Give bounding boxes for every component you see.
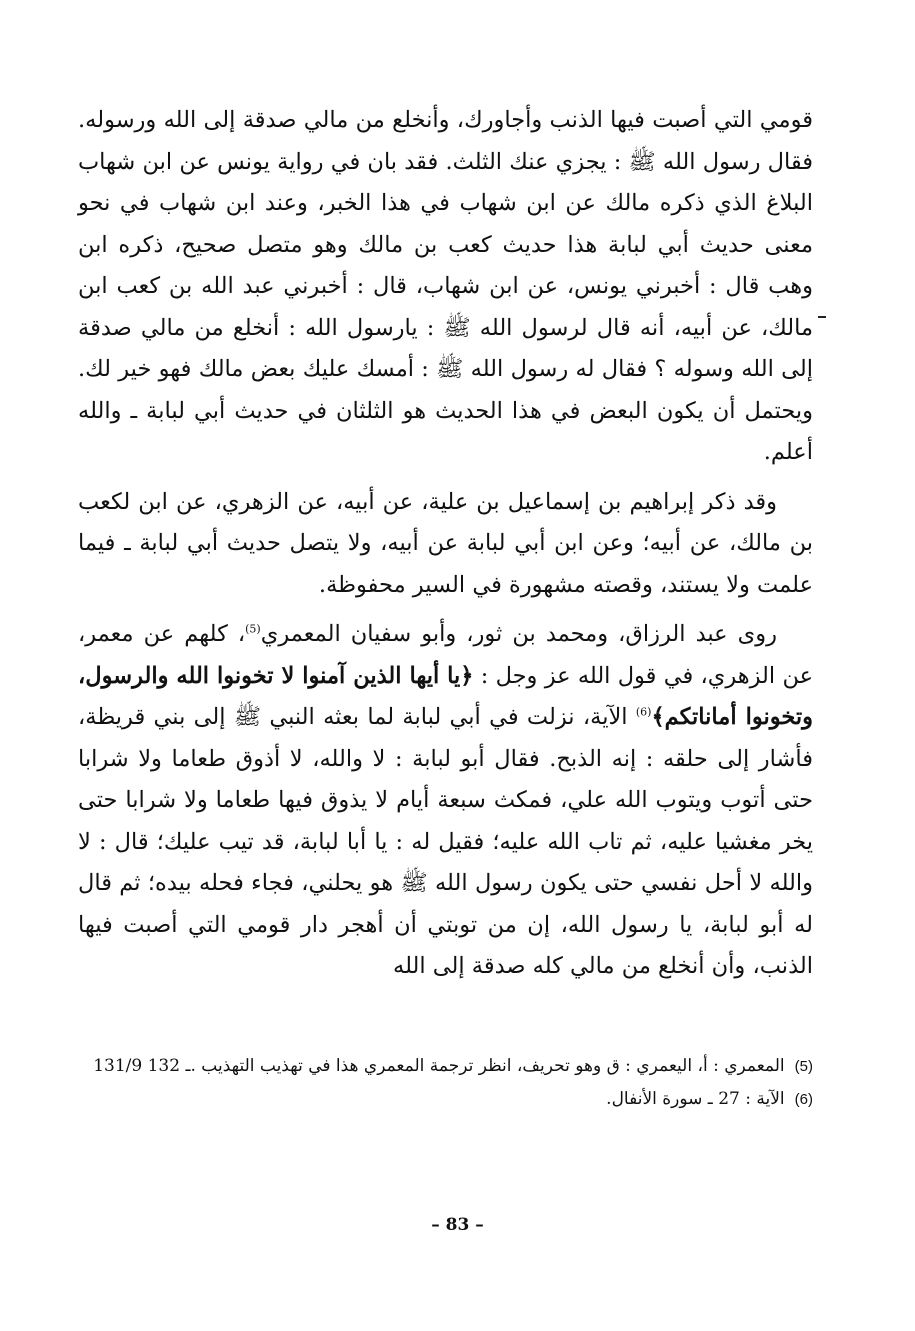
footnote-ref-5: (5) [245, 622, 261, 636]
footnote-5-text: المعمري : أ، اليعمري : ق وهو تحريف، انظر ترجمة المعمري هذا في تهذيب التهذيب [201, 1056, 785, 1076]
footnote-5-ref: 131/9 ـ 132. [93, 1056, 196, 1076]
main-text [78, 100, 813, 988]
footnote-5 [78, 1052, 813, 1081]
paragraph-3-opening: روى عبد الرزاق، ومحمد بن ثور، وأبو سفيان المعمري [260, 621, 777, 647]
paragraph-1: قومي التي أصبت فيها الذنب وأجاورك، وأنخلع من مالي صدقة إلى الله ورسوله. فقال رسول الله ﷺ : يجزي عنك الثلث. فقد بان في رواية يونس عن ابن شهاب البلاغ الذي ذكره مالك عن ابن شهاب في هذا الخبر، وعند ابن شهاب في نحو معنى حديث أبي لبابة هذا حديث كعب بن مالك وهو متصل صحيح، ذكره ابن وهب قال : أخبرني يونس، عن ابن شهاب، قال : أخبرني عبد الله بن كعب ابن مالك، عن أبيه، أنه قال لرسول الله ﷺ : يارسول الله : أنخلع من مالي صدقة إلى الله وسوله ؟ فقال له رسول الله ﷺ : أمسك عليك بعض مالك فهو خير لك. ويحتمل أن يكون البعض في هذا الحديث هو الثلثان في حديث أبي لبابة ـ والله أعلم. [78, 107, 813, 465]
paragraph-2: وقد ذكر إبراهيم بن إسماعيل بن علية، عن أبيه، عن الزهري، عن ابن لكعب بن مالك، عن أبيه؛ وعن ابن أبي لبابة عن أبيه، ولا يتصل حديث أبي لبابة ـ فيما علمت ولا يستند، وقصته مشهورة في السير محفوظة. [78, 488, 813, 598]
page-number: – 83 – [431, 1215, 484, 1235]
footnote-6-number: (6) [794, 1091, 813, 1108]
footnote-6-text: الآية : 27 ـ سورة الأنفال. [606, 1089, 785, 1109]
quran-verse: ﴿يا أيها الذين آمنوا لا تخونوا الله والرسول، وتخونوا أماناتكم﴾ [78, 662, 813, 730]
margin-mark [818, 316, 826, 318]
footnote-ref-6: (6) [635, 705, 652, 719]
footnote-6 [78, 1085, 813, 1114]
footnote-5-number: (5) [794, 1058, 813, 1075]
paragraph-3 [78, 614, 813, 988]
paragraph-3-body: الآية، نزلت في أبي لبابة لما بعثه النبي ﷺ إلى بني قريظة، فأشار إلى حلقه : إنه الذبح. فقال أبو لبابة : لا والله، لا أذوق طعاما ولا شرابا حتى أتوب ويتوب الله علي، فمكث سبعة أيام لا يذوق فيها طعاما ولا شرابا حتى يخر مغشيا عليه، ثم تاب الله عليه؛ فقيل له : يا أبا لبابة، قد تيب عليك؛ قال : لا والله لا أحل نفسي حتى يكون رسول الله ﷺ هو يحلني، فجاء فحله بيده؛ ثم قال له أبو لبابة، يا رسول الله، إن من توبتي أن أهجر دار قومي التي أصبت فيها الذنب، وأن أنخلع من مالي كله صدقة إلى الله [78, 704, 813, 979]
footnotes [78, 1052, 813, 1118]
paragraph-3-intro: ، كلهم عن معمر، عن الزهري، في قول الله عز وجل : [78, 621, 813, 689]
